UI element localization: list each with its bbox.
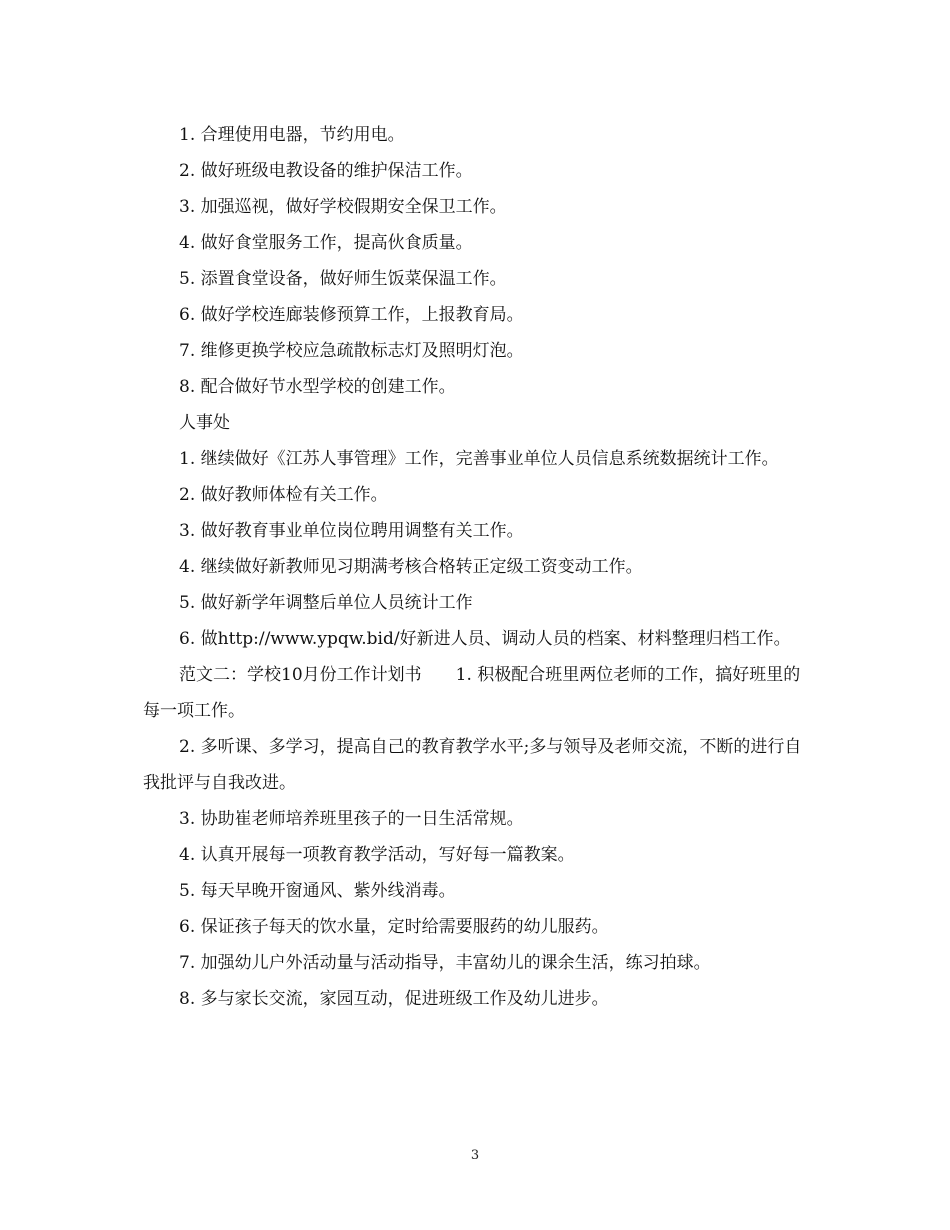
- list-item: 6. 做好学校连廊装修预算工作，上报教育局。: [179, 305, 524, 325]
- list-item: 2. 多听课、多学习，提高自己的教育教学水平;多与领导及老师交流，不断的进行自我批评与自我改进。: [143, 737, 802, 793]
- list-item: 5. 做好新学年调整后单位人员统计工作: [179, 593, 473, 613]
- list-item: 7. 维修更换学校应急疏散标志灯及照明灯泡。: [179, 341, 524, 361]
- list-item: 8. 多与家长交流，家园互动，促进班级工作及幼儿进步。: [179, 989, 609, 1009]
- section-heading: 人事处: [179, 413, 230, 433]
- list-item: 5. 每天早晚开窗通风、紫外线消毒。: [179, 881, 456, 901]
- list-item: 4. 做好食堂服务工作，提高伙食质量。: [179, 233, 473, 253]
- section-intro: 范文二：学校10月份工作计划书 1. 积极配合班里两位老师的工作，搞好班里的每一项工作。: [143, 665, 801, 721]
- list-item: 1. 合理使用电器，节约用电。: [179, 125, 405, 145]
- list-item: 4. 继续做好新教师见习期满考核合格转正定级工资变动工作。: [179, 557, 643, 577]
- list-item: 3. 加强巡视，做好学校假期安全保卫工作。: [179, 197, 507, 217]
- list-item: 7. 加强幼儿户外活动量与活动指导，丰富幼儿的课余生活，练习拍球。: [179, 953, 711, 973]
- list-item: 5. 添置食堂设备，做好师生饭菜保温工作。: [179, 269, 507, 289]
- page-number: 3: [470, 1148, 480, 1163]
- list-item: 2. 做好教师体检有关工作。: [179, 485, 388, 505]
- page-body: [143, 117, 811, 1017]
- list-item: 8. 配合做好节水型学校的创建工作。: [179, 377, 456, 397]
- list-item: 6. 做http://www.ypqw.bid/好新进人员、调动人员的档案、材料整理归档工作。: [179, 629, 791, 649]
- list-item: 2. 做好班级电教设备的维护保洁工作。: [179, 161, 473, 181]
- list-item: 6. 保证孩子每天的饮水量，定时给需要服药的幼儿服药。: [179, 917, 609, 937]
- list-item: 3. 做好教育事业单位岗位聘用调整有关工作。: [179, 521, 524, 541]
- list-item: 1. 继续做好《江苏人事管理》工作，完善事业单位人员信息系统数据统计工作。: [179, 449, 779, 469]
- list-item: 3. 协助崔老师培养班里孩子的一日生活常规。: [179, 809, 524, 829]
- list-item: 4. 认真开展每一项教育教学活动，写好每一篇教案。: [179, 845, 575, 865]
